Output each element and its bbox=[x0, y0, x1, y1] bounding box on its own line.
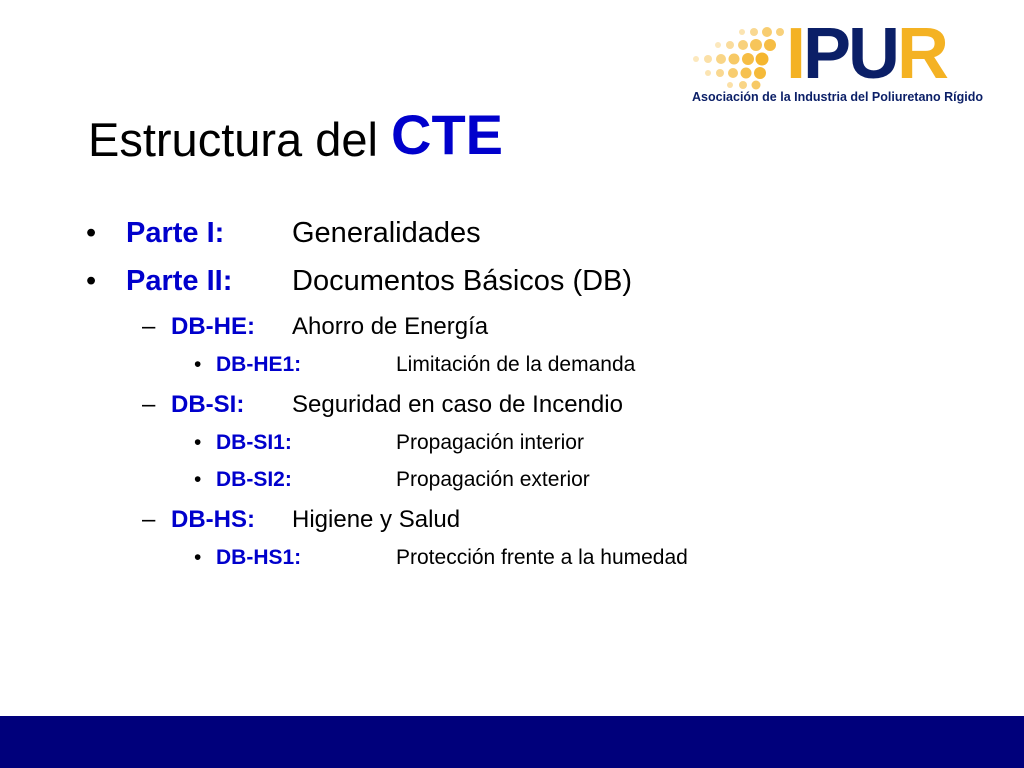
outline-desc: Documentos Básicos (DB) bbox=[292, 265, 633, 297]
logo-letter-r: R bbox=[897, 14, 947, 94]
bullet-marker: • bbox=[194, 431, 202, 454]
slide-title-accent: CTE bbox=[391, 103, 504, 166]
logo-tagline: Asociación de la Industria del Poliuretano Rígido bbox=[692, 90, 984, 104]
bullet-marker: • bbox=[194, 546, 202, 569]
outline-term: DB-HS: bbox=[171, 506, 255, 533]
logo-dots-icon bbox=[688, 24, 784, 90]
dash-marker: – bbox=[142, 506, 156, 533]
outline-term: DB-SI1: bbox=[216, 431, 292, 454]
outline-term: DB-SI2: bbox=[216, 468, 292, 491]
outline-desc: Higiene y Salud bbox=[292, 506, 461, 533]
outline-term: DB-HE: bbox=[171, 313, 255, 340]
logo-letter-i: I bbox=[786, 14, 804, 94]
logo-letter-p: P bbox=[803, 14, 849, 94]
slide-title-text: Estructura del bbox=[88, 113, 378, 166]
slide-title bbox=[88, 100, 503, 175]
outline-desc: Propagación exterior bbox=[396, 468, 590, 491]
outline-desc: Protección frente a la humedad bbox=[396, 546, 688, 569]
outline-term: DB-SI: bbox=[171, 391, 245, 418]
outline-desc: Propagación interior bbox=[396, 431, 584, 454]
outline-desc: Seguridad en caso de Incendio bbox=[292, 391, 623, 418]
footer-bar bbox=[0, 716, 1024, 768]
outline-desc: Limitación de la demanda bbox=[396, 353, 636, 376]
outline-term: Parte I: bbox=[126, 217, 225, 249]
dash-marker: – bbox=[142, 313, 156, 340]
outline-term: Parte II: bbox=[126, 265, 233, 297]
outline-term: DB-HS1: bbox=[216, 546, 302, 569]
bullet-marker: • bbox=[86, 217, 97, 249]
logo-letter-u: U bbox=[848, 14, 898, 94]
outline-desc: Generalidades bbox=[292, 217, 481, 249]
logo-wordmark bbox=[786, 14, 947, 94]
outline-term: DB-HE1: bbox=[216, 353, 302, 376]
outline-desc: Ahorro de Energía bbox=[292, 313, 489, 340]
ipur-logo bbox=[688, 14, 1004, 108]
bullet-marker: • bbox=[194, 468, 202, 491]
bullet-marker: • bbox=[86, 265, 97, 297]
dash-marker: – bbox=[142, 391, 156, 418]
bullet-marker: • bbox=[194, 353, 202, 376]
